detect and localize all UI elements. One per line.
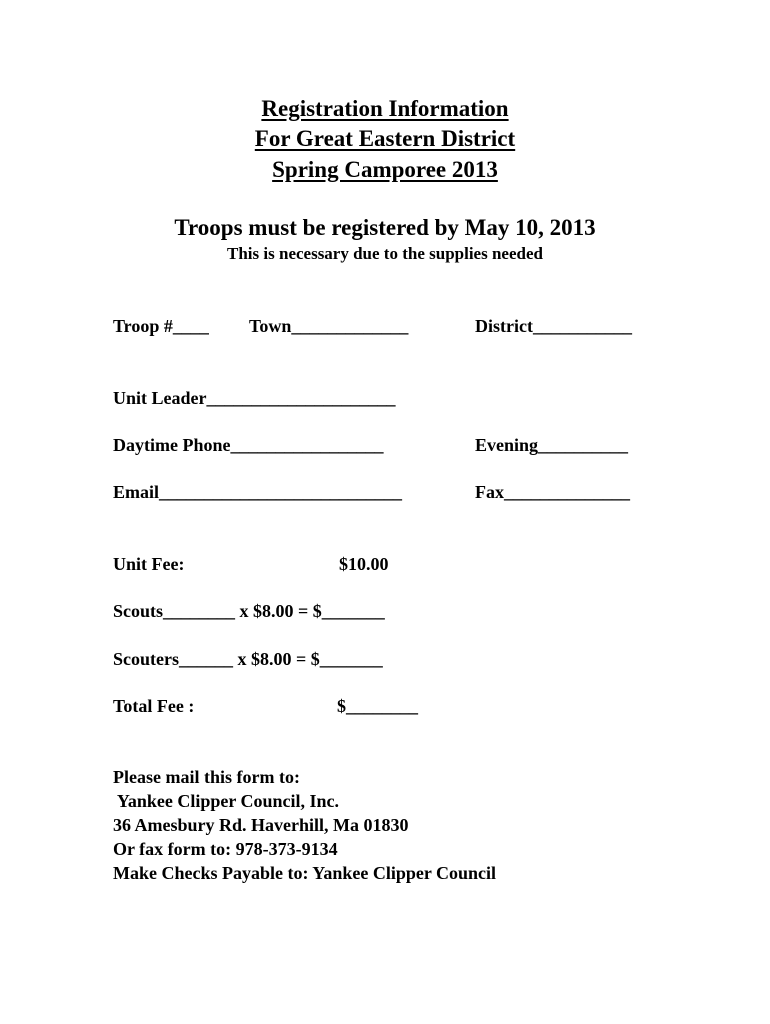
council-address: 36 Amesbury Rd. Haverhill, Ma 01830 [113, 815, 409, 835]
total-fee-label: Total Fee : [113, 696, 195, 716]
district-field[interactable]: District___________ [475, 316, 632, 336]
mail-instructions-heading: Please mail this form to: [113, 767, 300, 787]
title-line-2: For Great Eastern District [254, 126, 516, 151]
troop-number-field[interactable]: Troop #____ [113, 316, 209, 336]
checks-payable-instructions: Make Checks Payable to: Yankee Clipper Council [113, 863, 497, 883]
fax-field[interactable]: Fax______________ [475, 482, 630, 502]
title-line-3: Spring Camporee 2013 [272, 157, 498, 182]
title-line-1: Registration Information [261, 96, 509, 121]
town-field[interactable]: Town_____________ [249, 316, 409, 336]
fax-instructions: Or fax form to: 978-373-9134 [113, 839, 338, 859]
unit-fee-value: $10.00 [339, 554, 389, 574]
scouters-fee-field[interactable]: Scouters______ x $8.00 = $_______ [113, 649, 383, 669]
daytime-phone-field[interactable]: Daytime Phone_________________ [113, 435, 384, 455]
scouts-fee-field[interactable]: Scouts________ x $8.00 = $_______ [113, 601, 385, 621]
registration-deadline: Troops must be registered by May 10, 2013 [174, 215, 596, 240]
unit-leader-field[interactable]: Unit Leader_____________________ [113, 388, 396, 408]
email-field[interactable]: Email___________________________ [113, 482, 403, 502]
unit-fee-label: Unit Fee: [113, 554, 185, 574]
total-fee-field[interactable]: $________ [337, 696, 418, 716]
deadline-note: This is necessary due to the supplies needed [227, 244, 543, 263]
evening-phone-field[interactable]: Evening__________ [475, 435, 629, 455]
council-name: Yankee Clipper Council, Inc. [113, 791, 340, 811]
